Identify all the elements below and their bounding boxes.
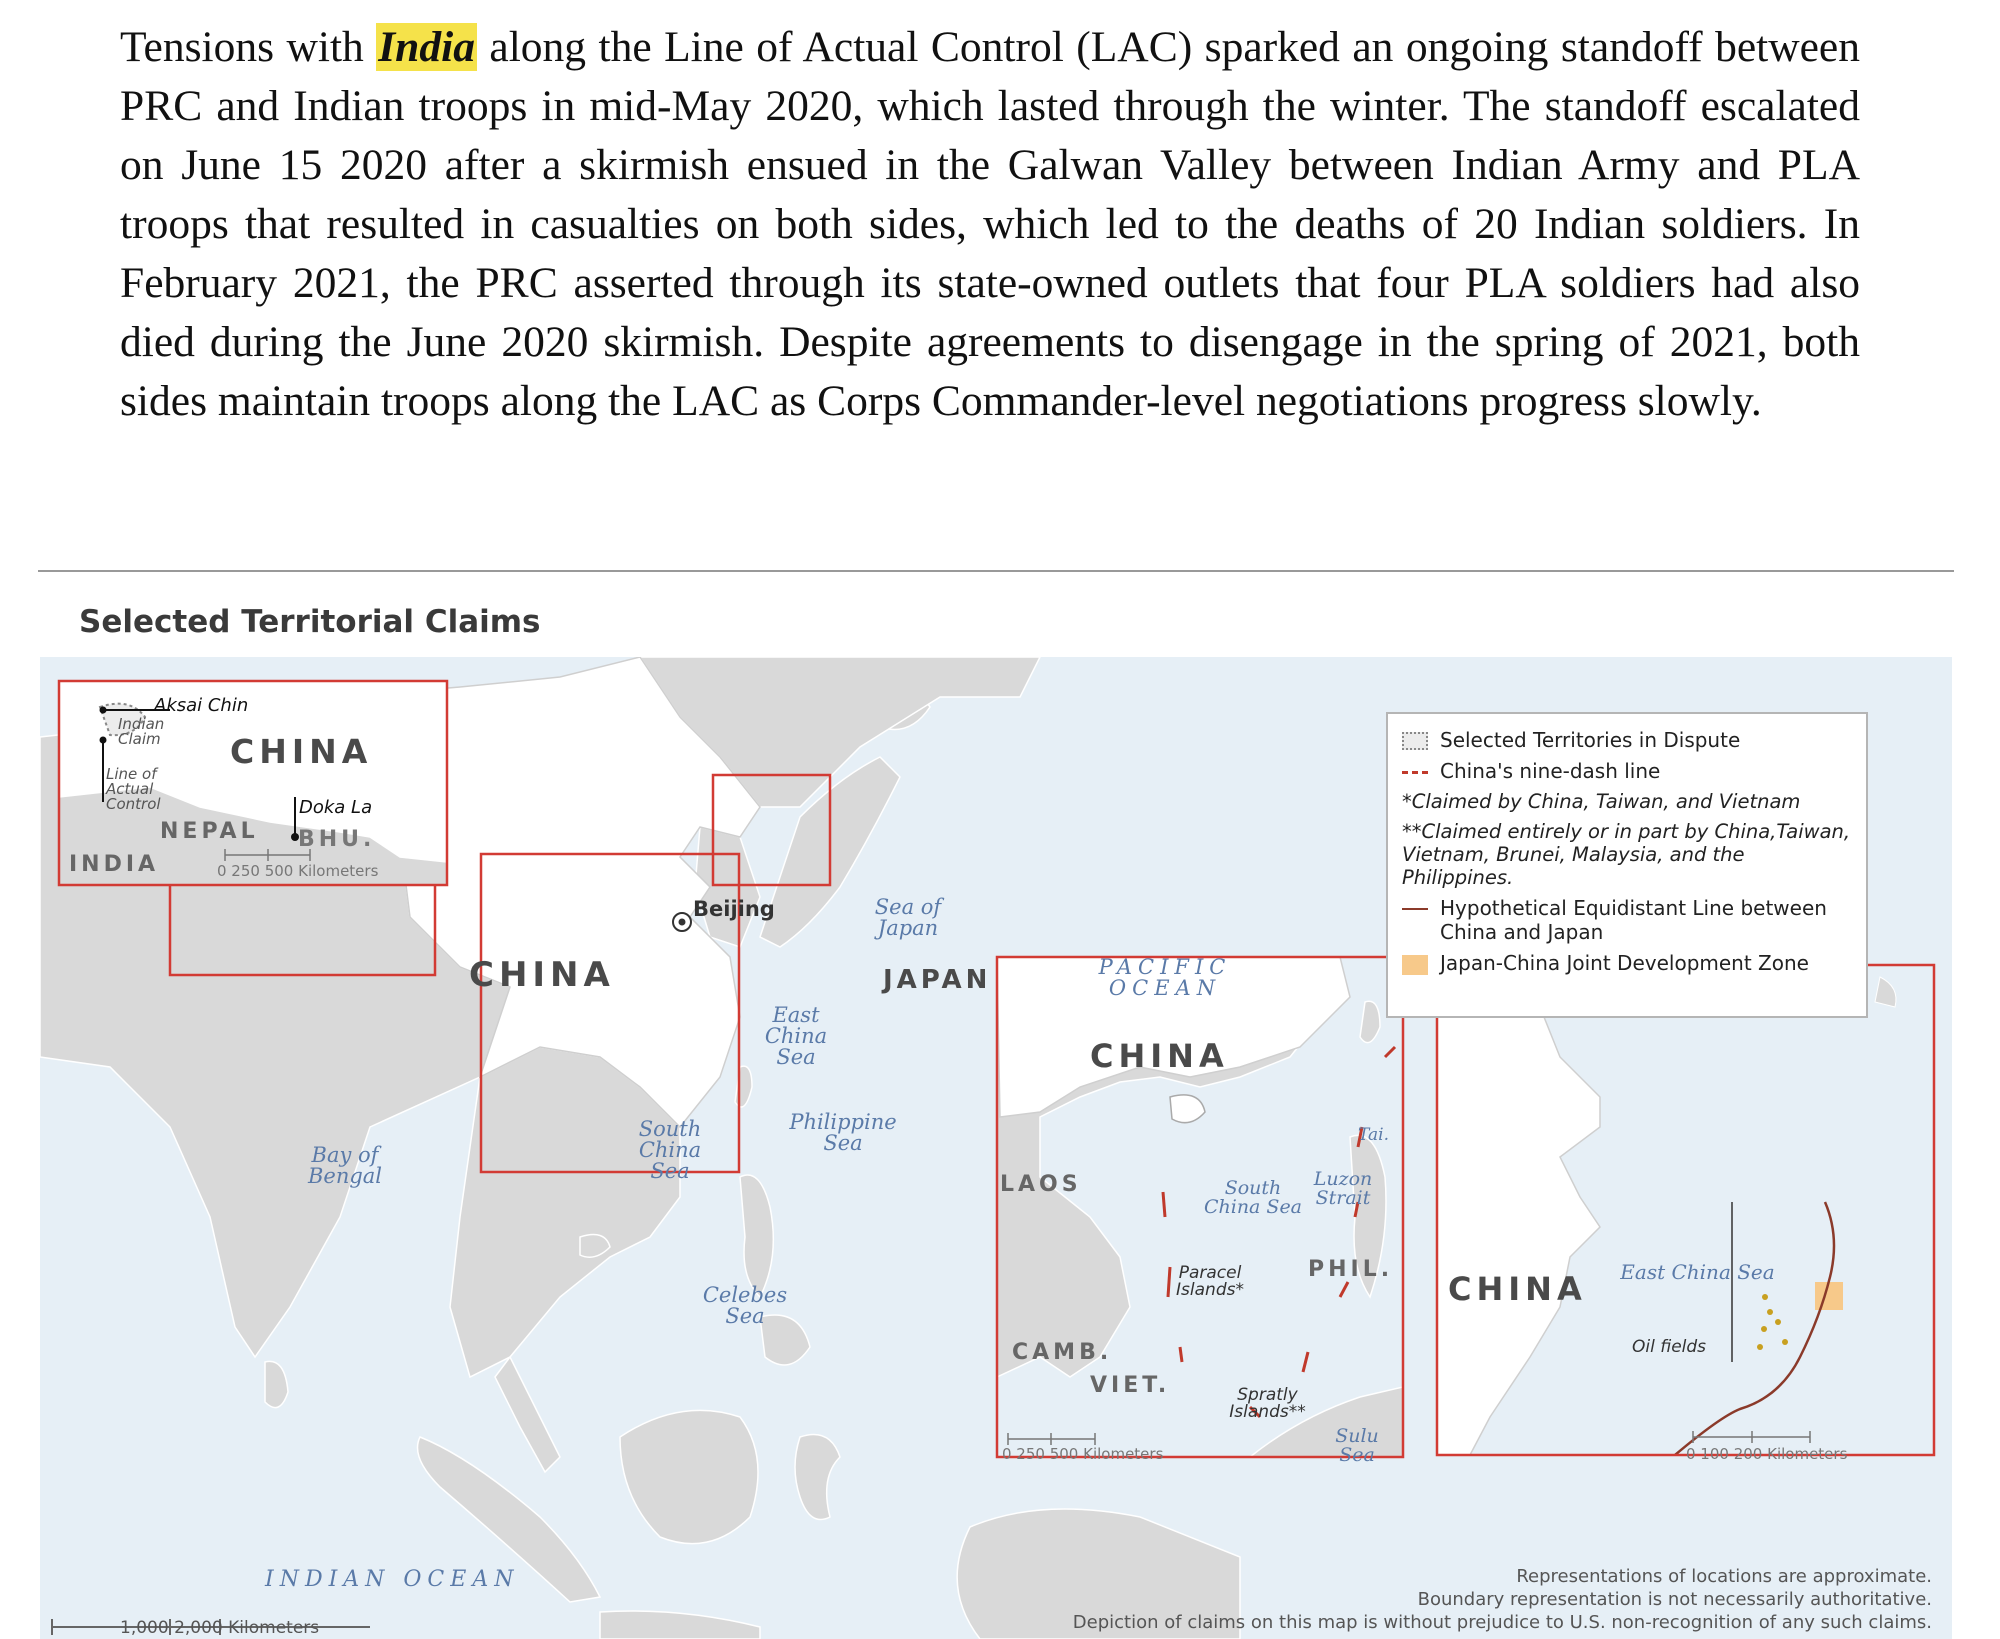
land-borneo	[620, 1410, 758, 1543]
legend-nine-dash-label: China's nine-dash line	[1440, 759, 1661, 783]
map-title: Selected Territorial Claims	[79, 604, 541, 640]
label-luzon-strait: Luzon Strait	[1313, 1168, 1373, 1209]
land-malay-peninsula	[495, 1357, 560, 1472]
label-scs-inset: South China Sea	[1203, 1177, 1303, 1218]
label-sulu-sea: Sulu Sea	[1335, 1425, 1379, 1466]
disclaimer-line-1: Representations of locations are approximate.	[1516, 1566, 1932, 1587]
label-india: INDIA	[69, 852, 160, 877]
label-japan: JAPAN	[883, 965, 992, 995]
label-beijing: Beijing	[693, 897, 775, 921]
legend-disputed-swatch	[1402, 732, 1428, 750]
inset-ecs-scale-label: 0 100 200 Kilometers	[1686, 1445, 1848, 1463]
legend-equidistant-label: Hypothetical Equidistant Line between China and Japan	[1440, 896, 1827, 944]
land-sri-lanka	[265, 1361, 288, 1407]
label-china-main: CHINA	[469, 955, 615, 995]
legend-row-nine-dash	[1402, 759, 1852, 783]
label-lac: Line of Actual Control	[106, 765, 161, 813]
label-paracel: Paracel Islands*	[1176, 1263, 1244, 1300]
label-viet: VIET.	[1090, 1373, 1171, 1398]
label-east-china-sea-main: East China Sea	[764, 1003, 828, 1069]
beijing-marker	[673, 913, 691, 931]
land-southeast-asia	[450, 1047, 680, 1377]
legend-note-2: **Claimed entirely or in part by China,Taiwan, Vietnam, Brunei, Malaysia, and the Philippines.	[1402, 820, 1851, 889]
main-scale-label: 1,000 2,000 Kilometers	[120, 1618, 320, 1638]
legend-row-joint-zone	[1402, 951, 1852, 975]
inset-ecs	[1437, 965, 1934, 1455]
inset-scs-scale-label: 0 250 500 Kilometers	[1002, 1445, 1164, 1463]
label-nepal: NEPAL	[160, 819, 259, 844]
map-legend	[1386, 712, 1868, 1018]
land-sulawesi	[795, 1435, 840, 1520]
label-camb: CAMB.	[1012, 1340, 1113, 1365]
label-bhutan: BHU.	[298, 827, 376, 852]
label-pacific-ocean: PACIFIC OCEAN	[1098, 955, 1232, 1000]
legend-row-equidistant	[1402, 896, 1852, 944]
label-china-inset-india: CHINA	[230, 732, 373, 771]
land-luzon	[740, 1175, 773, 1297]
land-taiwan	[735, 1066, 752, 1107]
label-tai: Tai.	[1358, 1125, 1389, 1145]
label-oil-fields: Oil fields	[1632, 1337, 1707, 1357]
paragraph-start: Tensions with	[120, 23, 377, 71]
label-celebes-sea: Celebes Sea	[702, 1283, 788, 1328]
label-spratly: Spratly Islands**	[1229, 1385, 1306, 1422]
legend-row-disputed	[1402, 728, 1852, 752]
map-disclaimer	[1073, 1565, 1932, 1634]
legend-nine-dash-swatch	[1402, 771, 1428, 774]
label-sea-of-japan: Sea of Japan	[874, 895, 942, 940]
land-java	[600, 1611, 760, 1639]
label-phil: PHIL.	[1308, 1257, 1394, 1282]
label-aksai-chin: Aksai Chin	[154, 695, 249, 716]
legend-joint-zone-swatch	[1402, 955, 1428, 975]
label-indian-claim: Indian Claim	[118, 715, 165, 748]
highlighted-word: India	[378, 23, 475, 71]
paragraph-rest: along the Line of Actual Control (LAC) sparked an ongoing standoff between PRC and Indian troops in mid-May 2020, which lasted through the winter. The standoff escalated on June 15 2020 after a skirmish ensued in the Galwan Valley between Indian Army and PLA troops that resulted in casualties on both sides, which led to the deaths of 20 Indian soldiers. In February 2021, the PRC asserted through its state-owned outlets that four PLA soldiers had also died during the June 2020 skirmish. Despite agreements to disengage in the spring of 2021, both sides maintain troops along the LAC as Corps Commander-level negotiations progress slowly.	[120, 23, 1860, 425]
legend-disputed-label: Selected Territories in Dispute	[1440, 728, 1741, 752]
inset-india-scale-label: 0 250 500 Kilometers	[217, 862, 379, 880]
label-philippine-sea: Philippine Sea	[789, 1110, 897, 1155]
label-china-inset-scs: CHINA	[1090, 1037, 1229, 1075]
label-indian-ocean: INDIAN OCEAN	[265, 1567, 520, 1592]
section-divider	[38, 570, 1954, 572]
label-china-inset-ecs: CHINA	[1448, 1270, 1587, 1308]
label-bay-of-bengal: Bay of Bengal	[307, 1143, 383, 1188]
label-ecs-inset: East China Sea	[1620, 1260, 1775, 1284]
joint-development-zone	[1815, 1282, 1843, 1310]
label-laos: LAOS	[1000, 1172, 1082, 1197]
territorial-claims-map	[40, 657, 1952, 1639]
legend-note-1: *Claimed by China, Taiwan, and Vietnam	[1402, 790, 1801, 813]
legend-joint-zone-label: Japan-China Joint Development Zone	[1440, 951, 1809, 975]
disclaimer-line-2: Boundary representation is not necessarily authoritative.	[1417, 1589, 1932, 1610]
disclaimer-line-3: Depiction of claims on this map is without prejudice to U.S. non-recognition of any such claims.	[1072, 1612, 1932, 1633]
label-doka-la: Doka La	[299, 797, 373, 818]
label-south-china-sea-main: South China Sea	[638, 1117, 702, 1183]
legend-equidistant-swatch	[1402, 908, 1428, 910]
body-paragraph	[120, 18, 1860, 431]
